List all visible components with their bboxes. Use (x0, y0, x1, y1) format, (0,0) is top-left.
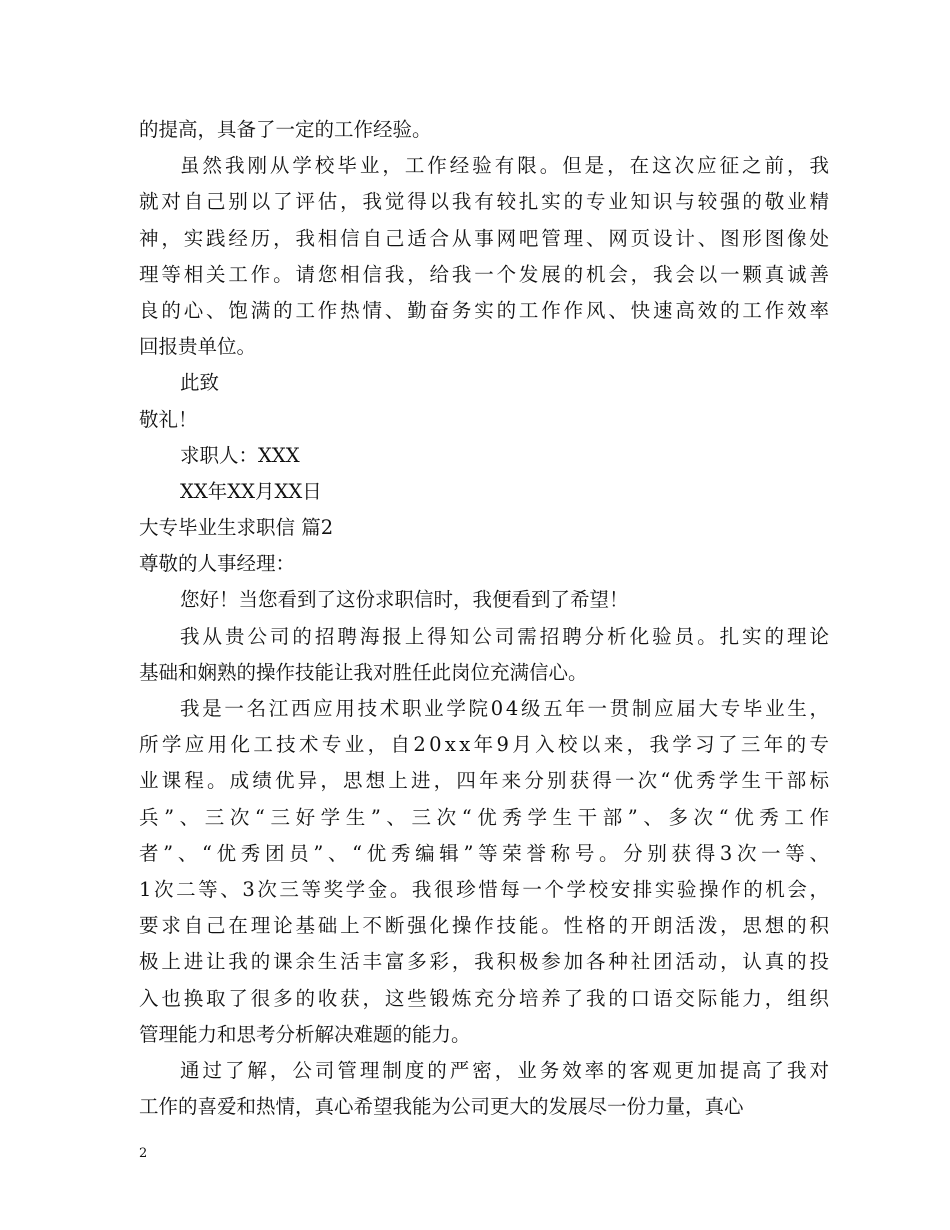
document-body (139, 112, 835, 1125)
text-line: 此致 (180, 371, 220, 395)
text-line: 求职人：XXX (180, 443, 300, 467)
text-line: 您好！当您看到了这份求职信时，我便看到了希望！ (180, 588, 629, 612)
text-line: 尊敬的人事经理： (139, 552, 296, 576)
text-line: 敬礼！ (139, 407, 198, 431)
text-line: 管理能力和思考分析解决难题的能力。 (139, 1022, 471, 1046)
text-line: 兵”、三次“三好学生”、三次“优秀学生干部”、多次“优秀工作 (139, 805, 835, 829)
text-line: XX年XX月XX日 (180, 479, 322, 503)
text-line: 我从贵公司的招聘海报上得知公司需招聘分析化验员。扎实的理论 (180, 624, 832, 648)
page-number: 2 (139, 1146, 148, 1161)
text-line: 神，实践经历，我相信自己适合从事网吧管理、网页设计、图形图像处 (139, 226, 832, 250)
text-line: 要求自己在理论基础上不断强化操作技能。性格的开朗活泼，思想的积 (139, 914, 832, 938)
text-line: 回报贵单位。 (139, 335, 257, 359)
text-line: 的提高，具备了一定的工作经验。 (139, 118, 432, 141)
text-line: 理等相关工作。请您相信我，给我一个发展的机会，我会以一颗真诚善 (139, 262, 832, 286)
text-line: 工作的喜爱和热情，真心希望我能为公司更大的发展尽一份力量，真心 (139, 1095, 744, 1119)
text-line: 大专毕业生求职信 篇2 (139, 516, 334, 540)
text-line: 通过了解，公司管理制度的严密，业务效率的客观更加提高了我对 (180, 1058, 832, 1082)
text-line: 我是一名江西应用技术职业学院04级五年一贯制应届大专毕业生， (180, 697, 832, 720)
text-line: 极上进让我的课余生活丰富多彩，我积极参加各种社团活动，认真的投 (139, 950, 832, 974)
text-line: 1次二等、3次三等奖学金。我很珍惜每一个学校安排实验操作的机会， (139, 877, 832, 901)
text-line: 所学应用化工技术专业，自20xx年9月入校以来，我学习了三年的专 (139, 733, 833, 757)
text-line: 基础和娴熟的操作技能让我对胜任此岗位充满信心。 (139, 660, 588, 684)
text-line: 入也换取了很多的收获，这些锻炼充分培养了我的口语交际能力，组织 (139, 986, 832, 1010)
text-line: 业课程。成绩优异，思想上进，四年来分别获得一次“优秀学生干部标 (139, 769, 833, 793)
text-line: 者”、“优秀团员”、“优秀编辑”等荣誉称号。分别获得3次一等、 (139, 841, 834, 865)
text-line: 就对自己别以了评估，我觉得以我有较扎实的专业知识与较强的敬业精 (139, 190, 832, 214)
text-line: 良的心、饱满的工作热情、勤奋务实的工作作风、快速高效的工作效率 (139, 298, 832, 322)
text-line: 虽然我刚从学校毕业，工作经验有限。但是，在这次应征之前，我 (180, 154, 832, 178)
